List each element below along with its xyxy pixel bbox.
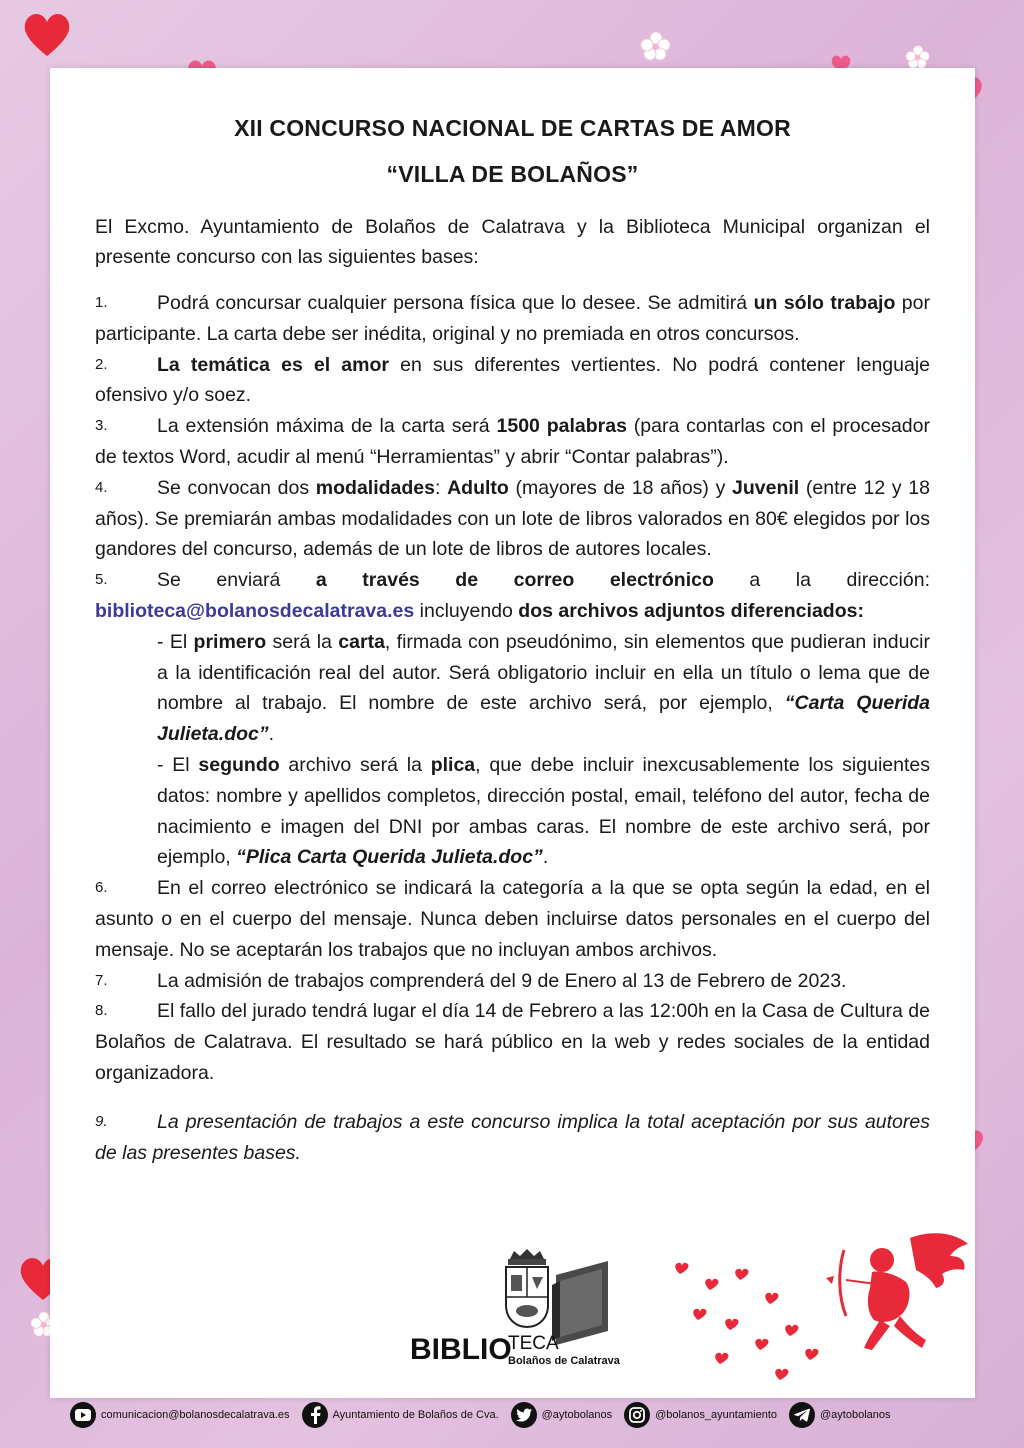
footer-instagram[interactable]: @bolanos_ayuntamiento (624, 1402, 777, 1428)
rule-number: 7. (95, 971, 108, 989)
page-title: XII CONCURSO NACIONAL DE CARTAS DE AMOR (234, 115, 791, 141)
coat-of-arms-icon (500, 1247, 554, 1329)
rule-number: 2. (95, 355, 108, 373)
twitter-icon (511, 1402, 537, 1428)
footer-facebook[interactable]: Ayuntamiento de Bolaños de Cva. (302, 1402, 499, 1428)
cupid-icon (820, 1230, 970, 1360)
rule-1: 1. Podrá concursar cualquier persona física que lo desee. Se admitirá un sólo trabajo por participante. La carta debe ser inédita, original y no premiada en otros concursos. (95, 288, 930, 350)
biblioteca-logo (410, 1245, 620, 1375)
rule-number: 6. (95, 879, 108, 897)
rule-number: 8. (95, 1002, 108, 1020)
logo-teca-text: TECA (508, 1333, 559, 1354)
rule-number: 1. (95, 294, 108, 311)
rule-9: 9. La presentación de trabajos a este concurso implica la total aceptación por sus autores de las presentes bases. (95, 1107, 930, 1169)
book-icon (550, 1259, 620, 1349)
rule-6: 6. En el correo electrónico se indicará la categoría a la que se opta según la edad, en el asunto o en el cuerpo del mensaje. Nunca deben incluirse datos personales en el cuerpo del mensaje. No se aceptarán los trabajos que no incluyan ambos archivos. (95, 873, 930, 965)
rules-list (95, 288, 930, 1168)
footer-email[interactable]: comunicacion@bolanosdecalatrava.es (70, 1402, 290, 1428)
rule-3: 3. La extensión máxima de la carta será 1500 palabras (para contarlas con el procesador de textos Word, acudir al menú “Herramientas” y abrir “Contar palabras”). (95, 411, 930, 473)
page-subtitle: “VILLA DE BOLAÑOS” (386, 161, 639, 187)
flower-decoration (905, 44, 931, 70)
youtube-icon (70, 1402, 96, 1428)
logo-biblio-text: BIBLIO (410, 1333, 512, 1366)
rule-5-first-attachment: - El primero será la carta, firmada con pseudónimo, sin elementos que pudieran inducir a la identificación real del autor. Será obligatorio incluir en ella un título o lema que de nombre al trabajo. El nombre de este archivo será, por ejemplo, “Carta Querida Julieta.doc”. (157, 630, 930, 746)
heart-decoration-topleft (22, 10, 72, 58)
flower-decoration (640, 30, 672, 62)
rule-5: 5. Se enviará a través de correo electrónico a la dirección: biblioteca@bolanosdecalatrava.es incluyendo dos archivos adjuntos diferenciados: (95, 565, 930, 627)
rule-number: 4. (95, 478, 108, 496)
rule-number: 9. (95, 1112, 108, 1130)
document-content (95, 112, 930, 1168)
rule-5-second-attachment: - El segundo archivo será la plica, que debe incluir inexcusablemente los siguientes datos: nombre y apellidos completos, dirección postal, email, teléfono del autor, fecha de nacimiento e imagen del DNI por ambas caras. El nombre de este archivo será, por ejemplo, “Plica Carta Querida Julieta.doc”. (157, 753, 930, 869)
intro-paragraph: El Excmo. Ayuntamiento de Bolaños de Calatrava y la Biblioteca Municipal organizan el presente concurso con las siguientes bases: (95, 216, 930, 268)
rule-8: 8. El fallo del jurado tendrá lugar el día 14 de Febrero a las 12:00h en la Casa de Cultura de Bolaños de Calatrava. El resultado se hará público en la web y redes sociales de la entidad organizadora. (95, 996, 930, 1088)
telegram-icon (789, 1402, 815, 1428)
rule-2: 2. La temática es el amor en sus diferentes vertientes. No podrá contener lenguaje ofensivo y/o soez. (95, 350, 930, 412)
email-link[interactable]: biblioteca@bolanosdecalatrava.es (95, 599, 415, 622)
logo-subtitle: Bolaños de Calatrava (508, 1355, 620, 1367)
footer-contacts (70, 1398, 970, 1432)
rule-number: 5. (95, 571, 108, 589)
footer-twitter[interactable]: @aytobolanos (511, 1402, 613, 1428)
facebook-icon (302, 1402, 328, 1428)
rule-number: 3. (95, 417, 108, 435)
instagram-icon (624, 1402, 650, 1428)
small-hearts-decoration (670, 1260, 840, 1390)
rule-4: 4. Se convocan dos modalidades: Adulto (mayores de 18 años) y Juvenil (entre 12 y 18 años). Se premiarán ambas modalidades con un lote de libros valorados en 80€ elegidos por los gandores del concurso, además de un lote de libros de autores locales. (95, 473, 930, 565)
rule-7: 7. La admisión de trabajos comprenderá del 9 de Enero al 13 de Febrero de 2023. (95, 966, 930, 997)
footer-telegram[interactable]: @aytobolanos (789, 1402, 891, 1428)
